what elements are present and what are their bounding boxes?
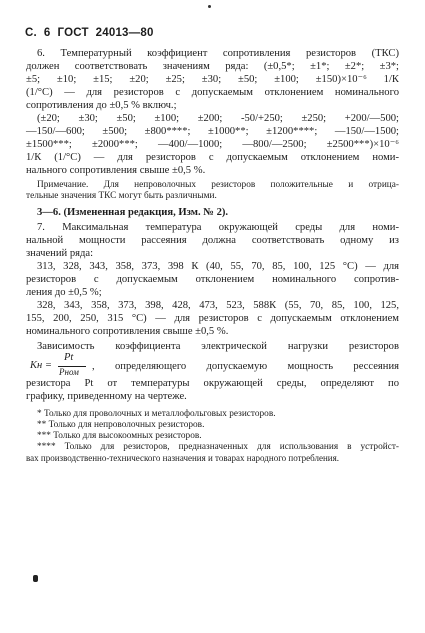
page-number: 6 <box>43 27 51 39</box>
para7-line: 328, 343, 358, 373, 398, 428, 473, 523, 588К (55, 70, 85, 100, 125, <box>37 300 399 311</box>
para7-line: значений ряда: <box>26 248 94 259</box>
para6-line: 6. Температурный коэффициент сопротивления резисторов (ТКС) <box>37 48 399 59</box>
para6-line: ±1500***; ±2000***; —400/—1000; —800/—2500; ±2500***)×10⁻⁶ <box>26 139 399 150</box>
standard-number: 24013—80 <box>95 27 154 39</box>
para6-line: —150/—600; ±500; ±800****; ±1000**; ±1200****; —150/—1500; <box>26 126 399 137</box>
formula-lhs: Kн = <box>30 360 52 371</box>
footnote: **** Только для резисторов, предназначенных для использования в устройст- <box>37 442 399 452</box>
formula-denominator: Pном <box>59 367 79 377</box>
footnote: вах производственно-технического назначения и товарах народного потребления. <box>26 453 340 463</box>
para7-line: 155, 200, 250, 315 °С) — для резисторов с допускаемым отклонением <box>26 313 399 324</box>
para6-line: (±20; ±30; ±50; ±100; ±200; -50/+250; ±250; +200/—500; <box>37 113 399 124</box>
para7-tail-line: , определяющего допускаемую мощность рессеяния <box>92 361 399 372</box>
para6-line: 1/К (1/°С) — для резисторов с допускаемым отклонением номи- <box>26 152 399 163</box>
para7-line: 313, 328, 343, 358, 373, 398 К (40, 55, 70, 85, 100, 125 °С) — для <box>37 261 399 272</box>
footnote: ** Только для непроволочных резисторов. <box>37 420 205 430</box>
para7-line: резисторов с допускаемым отклонением номинального сопротив- <box>26 274 399 285</box>
note-line: Примечание. Для непроволочных резисторов положительные и отрица- <box>37 180 399 190</box>
para7-tail-line: резистора Pt от температуры окружающей среды, определяют по <box>26 378 399 389</box>
para6-line: (1/°С) — для резисторов с допускаемым отклонением номинального <box>26 87 399 98</box>
para7-line: ления до ±0,5 %; <box>26 287 102 298</box>
para6-line: сопротивления до ±0,5 % включ.; <box>26 100 177 111</box>
para7-line: нальной мощности рассеяния должна соответствовать одному из <box>26 235 399 246</box>
standard-label: ГОСТ <box>57 27 89 39</box>
para6-line: ±5; ±10; ±15; ±20; ±25; ±30; ±50; ±100; ±150)×10⁻⁶ 1/К <box>26 74 399 85</box>
page-letter: С. <box>25 27 37 39</box>
para7-line: номинального сопротивления свыше ±0,5 %. <box>26 326 229 337</box>
para6-line: должен соответствовать значениям ряда: (±0,5*; ±1*; ±2*; ±3*; <box>26 61 399 72</box>
page-mark <box>33 575 38 582</box>
formula-numerator: Pt <box>64 352 74 363</box>
print-speck <box>208 5 211 8</box>
para6-line: нального сопротивления свыше ±0,5 %. <box>26 165 206 176</box>
section-3-6: 3—6. (Измененная редакция, Изм. № 2). <box>37 207 229 218</box>
footnote: * Только для проволочных и металлофольговых резисторов. <box>37 409 276 419</box>
para7-line: Зависимость коэффициента электрической нагрузки резисторов <box>37 341 399 352</box>
para7-tail-line: графику, приведенному на чертеже. <box>26 391 187 402</box>
note-line: тельные значения ТКС могут быть различными. <box>26 191 217 201</box>
para7-line: 7. Максимальная температура окружающей среды для номи- <box>37 222 399 233</box>
page-header <box>25 27 161 39</box>
footnote: *** Только для высокоомных резисторов. <box>37 431 202 441</box>
